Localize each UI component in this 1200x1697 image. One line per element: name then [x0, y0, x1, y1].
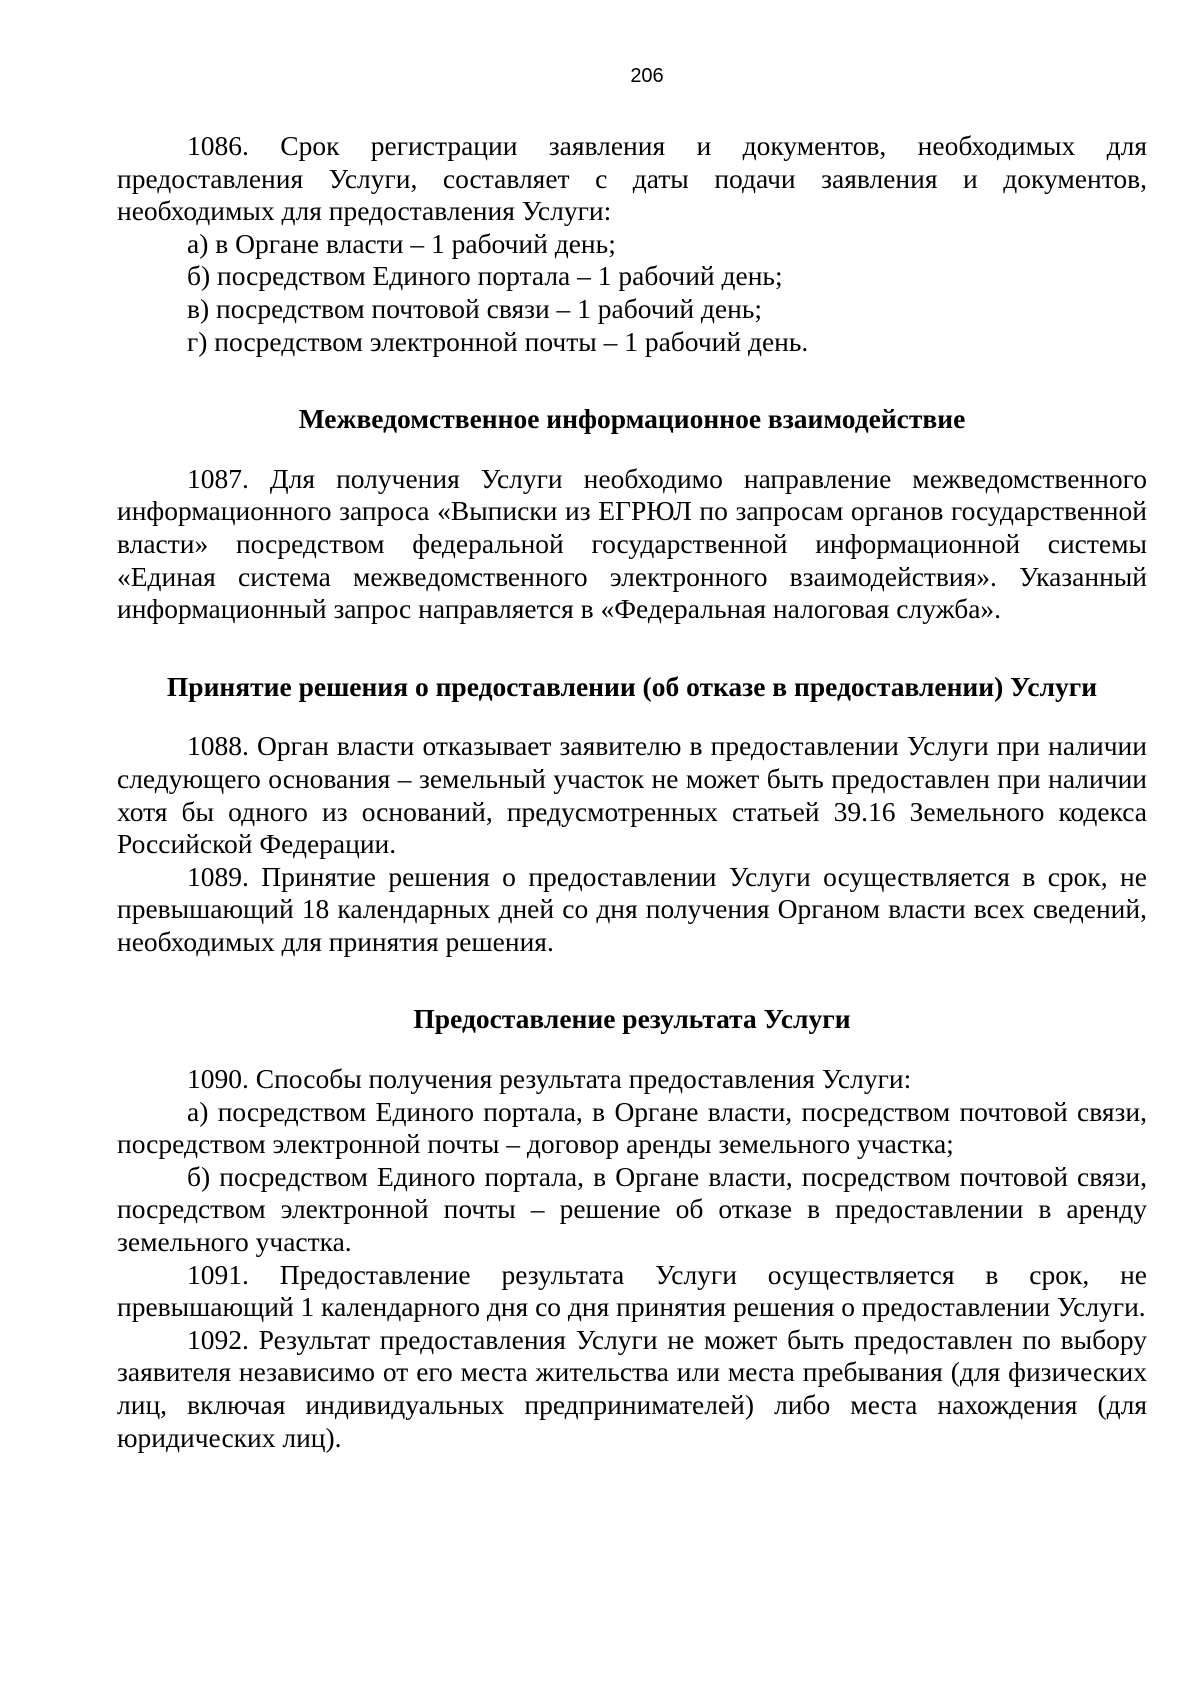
- spacer: [117, 626, 1147, 671]
- list-item-1086-d: г) посредством электронной почты – 1 рабочий день.: [187, 325, 809, 357]
- list-item-1086-a: а) в Органе власти – 1 рабочий день;: [187, 227, 616, 259]
- paragraph-1087: 1087. Для получения Услуги необходимо направление межведомственного информационного запроса «Выписки из ЕГРЮЛ по запросам органов государственной власти» посредством федеральной государственной информационной системы «Единая система межведомственного электронного взаимодействия». Указанный информационный запрос направляется в «Федеральная налоговая служба».: [117, 462, 1147, 625]
- paragraph-1092: 1092. Результат предоставления Услуги не может быть предоставлен по выбору заявителя независимо от его места жительства или места пребывания (для физических лиц, включая индивидуальных предпринимателей) либо места нахождения (для юридических лиц).: [117, 1323, 1147, 1453]
- paragraph-1091: 1091. Предоставление результата Услуги осуществляется в срок, не превышающий 1 календарного дня со дня принятия решения о предоставлении Услуги.: [117, 1258, 1147, 1323]
- paragraph-1089: 1089. Принятие решения о предоставлении Услуги осуществляется в срок, не превышающий 18 календарных дней со дня получения Органом власти всех сведений, необходимых для принятия решения.: [117, 860, 1147, 957]
- spacer: [117, 436, 1147, 463]
- paragraph-1090: 1090. Способы получения результата предоставления Услуги:: [187, 1063, 912, 1095]
- paragraph-1090-b: б) посредством Единого портала, в Органе власти, посредством почтовой связи, посредством электронной почты – решение об отказе в предоставлении в аренду земельного участка.: [117, 1160, 1147, 1258]
- list-item-1086-b: б) посредством Единого портала – 1 рабочий день;: [187, 260, 783, 292]
- spacer: [117, 1036, 1147, 1063]
- section-heading-decision: Принятие решения о предоставлении (об отказе в предоставлении) Услуги: [166, 670, 1098, 702]
- paragraph-1088: 1088. Орган власти отказывает заявителю в предоставлении Услуги при наличии следующего основания – земельный участок не может быть предоставлен при наличии хотя бы одного из оснований, предусмотренных статьей 39.16 Земельного кодекса Российской Федерации.: [117, 730, 1147, 860]
- spacer: [117, 958, 1147, 1003]
- paragraph-1090-a: а) посредством Единого портала, в Органе власти, посредством почтовой связи, посредством электронной почты – договор аренды земельного участка;: [117, 1095, 1147, 1160]
- spacer: [117, 358, 1147, 403]
- page-number: 206: [630, 65, 664, 87]
- list-item-1086-c: в) посредством почтовой связи – 1 рабочий день;: [187, 292, 763, 324]
- spacer: [117, 703, 1147, 730]
- section-heading-result: Предоставление результата Услуги: [413, 1003, 851, 1035]
- paragraph-1086: 1086. Срок регистрации заявления и документов, необходимых для предоставления Услуги, составляет с даты подачи заявления и документов, необходимых для предоставления Услуги:: [117, 130, 1147, 227]
- section-heading-interagency: Межведомственное информационное взаимодействие: [298, 403, 966, 435]
